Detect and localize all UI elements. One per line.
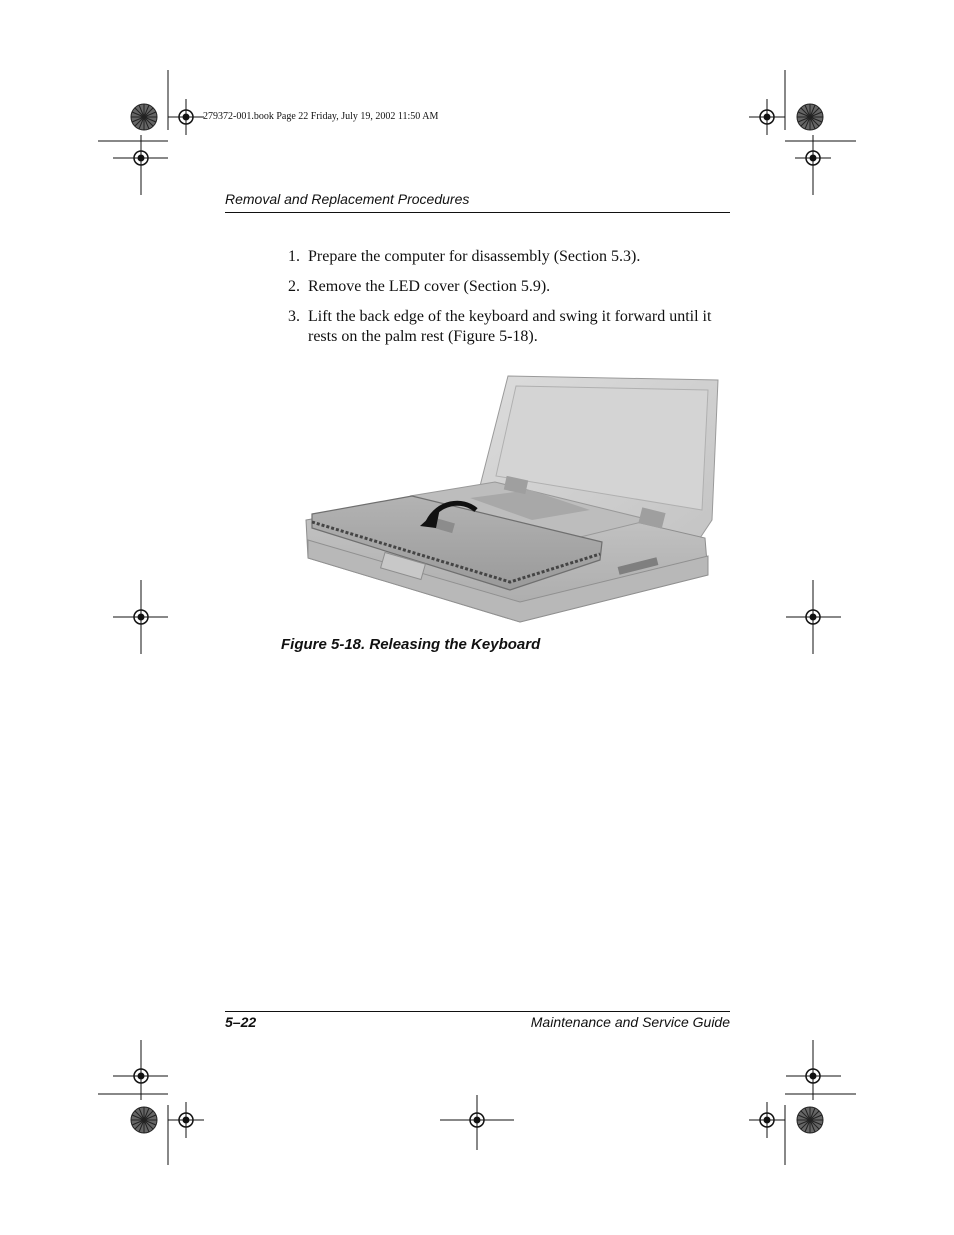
starburst-mark-bottom-right [797,1107,823,1133]
step-item [288,277,733,297]
step-number: 2. [288,278,300,295]
step-text: Remove the LED cover (Section 5.9). [308,278,551,295]
step-text: Prepare the computer for disassembly (Section 5.3). [308,248,641,265]
step-number: 1. [288,248,300,265]
crosshair-mark-bottom-right [749,1102,785,1138]
page-number: 5–22 [225,1014,257,1030]
figure-caption: Figure 5-18. Releasing the Keyboard [281,636,541,653]
crosshair-mark-top-right [749,99,785,135]
header-rule [225,212,730,213]
starburst-mark-top-left [131,104,157,130]
step-text: Lift the back edge of the keyboard and swing it forward until it rests on the palm rest (Figure 5-18). [308,308,712,345]
footer-title: Maintenance and Service Guide [530,1014,730,1030]
step-item [288,307,733,347]
print-slug: 279372-001.book Page 22 Friday, July 19, 2002 11:50 AM [203,111,439,122]
crosshair-mark-bottom-left [168,1102,204,1138]
running-head: Removal and Replacement Procedures [225,191,470,207]
laptop-keyboard-release-illustration [300,370,725,625]
step-number: 3. [288,308,300,325]
starburst-mark-bottom-left [131,1107,157,1133]
footer-rule [225,1011,730,1012]
procedure-steps [288,247,733,357]
step-item [288,247,733,267]
crosshair-mark-top-left [168,99,204,135]
starburst-mark-top-right [797,104,823,130]
